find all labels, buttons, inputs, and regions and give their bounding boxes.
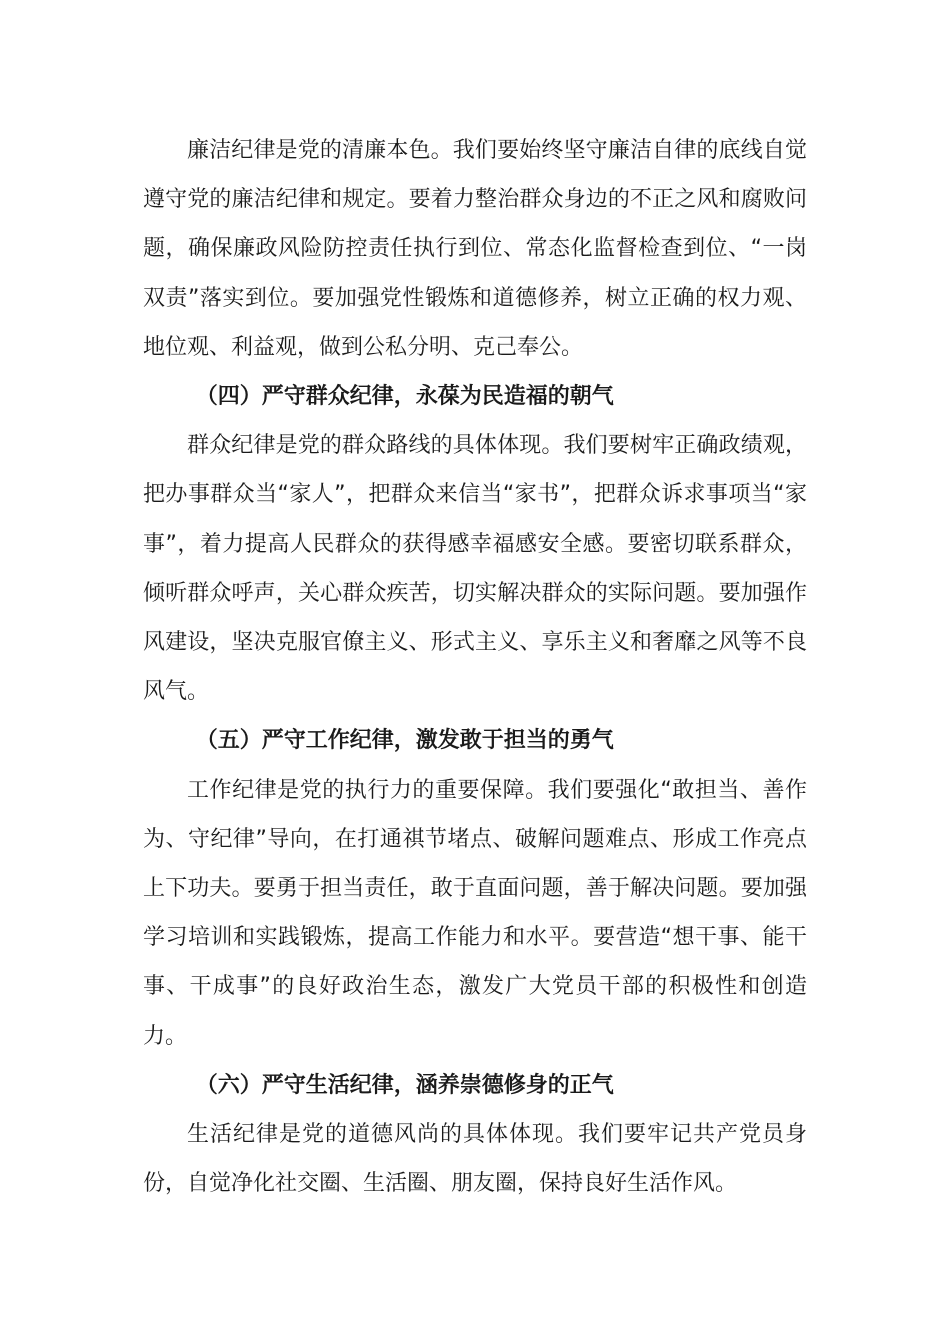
document-body [143, 126, 807, 1208]
paragraph-life-discipline: 生活纪律是党的道德风尚的具体体现。我们要牢记共产党员身份，自觉净化社交圈、生活圈、朋友圈，保持良好生活作风。 [143, 1122, 807, 1197]
paragraph-mass-discipline: 群众纪律是党的群众路线的具体体现。我们要树牢正确政绩观，把办事群众当“家人”，把群众来信当“家书”，把群众诉求事项当“家事”，着力提高人民群众的获得感幸福感安全感。要密切联系群众，倾听群众呼声，关心群众疾苦，切实解决群众的实际问题。要加强作风建设，坚决克服官僚主义、形式主义、享乐主义和奢靡之风等不良风气。 [143, 433, 807, 705]
section-heading-4: （四）严守群众纪律，永葆为民造福的朝气 [195, 384, 614, 410]
section-heading-5: （五）严守工作纪律，激发敢于担当的勇气 [195, 728, 614, 754]
paragraph-work-discipline: 工作纪律是党的执行力的重要保障。我们要强化“敢担当、善作为、守纪律”导向，在打通祺节堵点、破解问题难点、形成工作亮点上下功夫。要勇于担当责任，敢于直面问题，善于解决问题。要加强学习培训和实践锻炼，提高工作能力和水平。要营造“想干事、能干事、干成事”的良好政治生态，激发广大党员干部的积极性和创造力。 [143, 777, 807, 1049]
paragraph-integrity-discipline: 廉洁纪律是党的清廉本色。我们要始终坚守廉洁自律的底线自觉遵守党的廉洁纪律和规定。要着力整治群众身边的不正之风和腐败问题，确保廉政风险防控责任执行到位、常态化监督检查到位、“一岗双责”落实到位。要加强党性锻炼和道德修养，树立正确的权力观、地位观、利益观，做到公私分明、克己奉公。 [143, 138, 807, 360]
section-heading-6: （六）严守生活纪律，涵养崇德修身的正气 [195, 1072, 614, 1098]
